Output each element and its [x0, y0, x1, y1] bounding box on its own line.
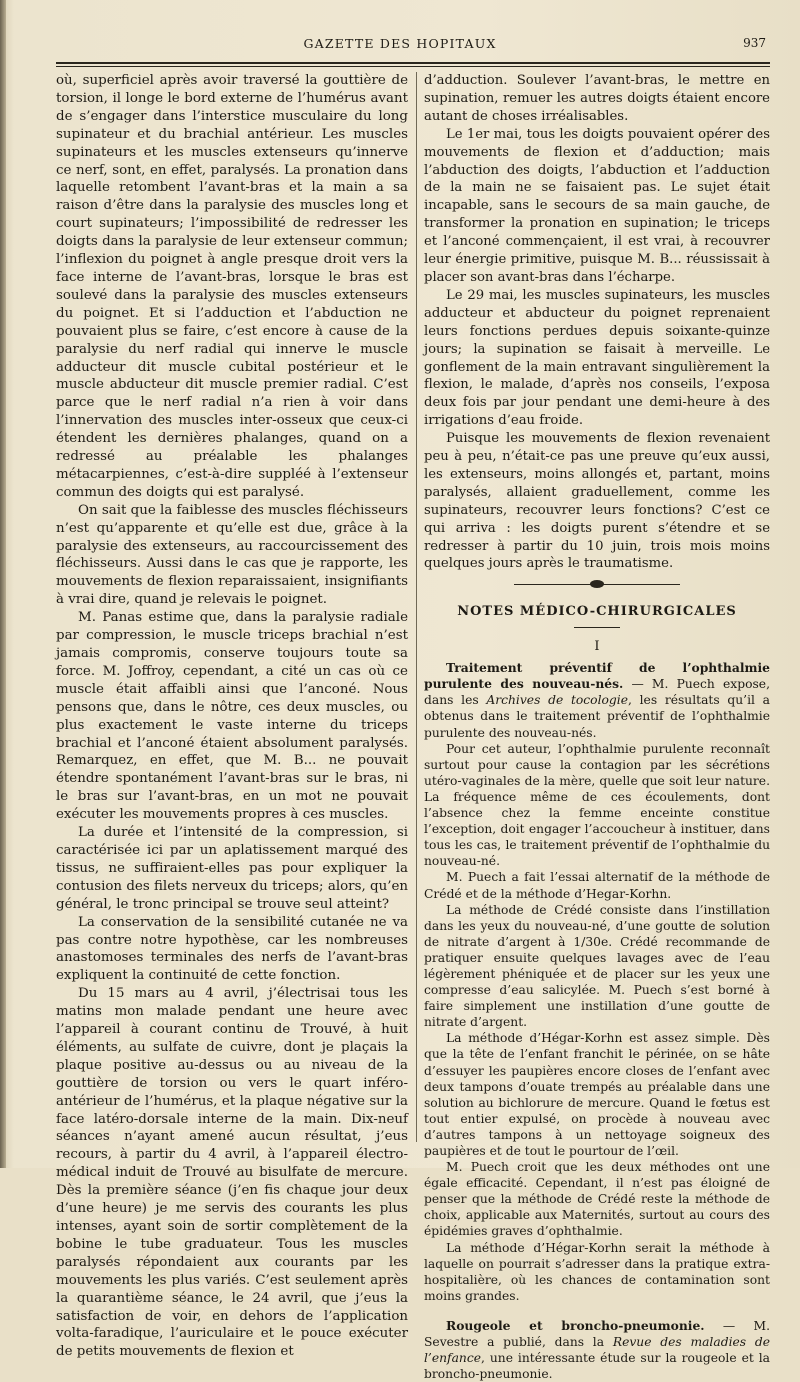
article-paragraph: Pour cet auteur, l’ophthalmie purulente reconnaît surtout pour cause la contagion par les sécrétions utéro-vaginales de la mère, quelle que soit leur nature. La fréquence même de ces écoulements, dont l’absence chez la femme enceinte constitue l’exception, doit engager l’accoucheur à instituer, dans tous les cas, le traitement préventif de l’ophthalmie du nouveau-né. [424, 741, 770, 869]
left-paragraph: où, superficiel après avoir traversé la gouttière de torsion, il longe le bord externe de l’humérus avant de s’engager dans l’interstice musculaire du long supinateur et du brachial antérieur. Les muscles supinateurs et les muscles extenseurs qu’innerve ce nerf, sont, en effet, paralysés. La pronation dans laquelle retombent l’avant-bras et la main a sa raison d’être dans la paralysie des muscles long et court supinateurs; l’impossibilité de redresser les doigts dans la paralysie de leur extenseur commun; l’inflexion du poignet à angle presque droit vers la face interne de l’avant-bras, lorsque le bras est soulevé dans la paralysie des muscles extenseurs du poignet. Et si l’adduction et l’abduction ne pouvaient plus se faire, c’est encore à cause de la paralysie du nerf radial qui innerve le muscle adducteur dit muscle cubital postérieur et le muscle abducteur dit muscle premier radial. C’est parce que le nerf radial n’a rien à voir dans l’innervation des muscles inter-osseux que ceux-ci étendent les dernières phalanges, quand on a redressé au préalable les phalanges métacarpiennes, c’est-à-dire suppléé à l’extenseur commun des doigts qui est paralysé. [56, 73, 408, 500]
article-paragraph: La méthode de Crédé consiste dans l’instillation dans les yeux du nouveau-né, d’une goutte de solution de nitrate d’argent à 1/30e. Crédé recommande de pratiquer ensuite quelques lavages avec de l’eau légèrement phéniquée et de placer sur les yeux une compresse d’eau salicylée. M. Puech s’est borné à faire simplement une instillation d’une goutte de nitrate d’argent. [424, 902, 770, 1030]
section-ornament [424, 579, 770, 589]
right-paragraph: d’adduction. Soulever l’avant-bras, le mettre en supination, remuer les autres doigts étaient encore autant de choses irréalisables. [424, 73, 770, 124]
left-paragraph: La durée et l’intensité de la compression, si caractérisée ici par un aplatissement marqué des tissus, ne suffiraient-elles pas pour expliquer la contusion des filets nerveux du triceps; alors, qu’en général, le tronc principal se trouve seul atteint? [56, 825, 408, 912]
article-title: Rougeole et broncho-pneumonie. [446, 1317, 705, 1333]
article-paragraph: M. Puech a fait l’essai alternatif de la méthode de Crédé et de la méthode d’Hegar-Korhn. [424, 870, 770, 901]
section-rule [574, 627, 620, 628]
article-lead-text: — M. Puech expose, dans les [424, 677, 770, 708]
ornament-dot [590, 580, 604, 588]
journal-name: Revue des maladies de l’enfance [424, 1335, 770, 1366]
right-paragraph: Puisque les mouvements de flexion revenaient peu à peu, n’était-ce pas une preuve qu’eux aussi, les extenseurs, moins allongés et, partant, moins paralysés, allaient graduellement, comme les supinateurs, recouvrer leurs fonctions? C’est ce qui arriva : les doigts purent s’étendre et se redresser à partir du 10 juin, trois mois moins quelques jours après le traumatisme. [424, 431, 770, 572]
column-divider [416, 72, 417, 1142]
right-column [424, 72, 770, 1382]
right-paragraph: Le 29 mai, les muscles supinateurs, les muscles adducteur et abducteur du poignet reprenaient leurs fonctions perdues depuis soixante-quinze jours; la supination se faisait à merveille. Le gonflement de la main entravant singulièrement la flexion, le malade, d’après nos conseils, l’exposa deux fois par jour pendant une demi-heure à des irrigations d’eau froide. [424, 287, 770, 429]
article-paragraph: La méthode d’Hégar-Korhn est assez simple. Dès que la tête de l’enfant franchit le périnée, on se hâte d’essuyer les paupières encore closes de l’enfant avec deux tampons d’ouate trempés au préalable dans une solution au bichlorure de mercure. Quand le fœtus est tout entier expulsé, on procède à nouveau avec d’autres tampons à un nettoyage soigneux des paupières et de tout le pourtour de l’œil. [424, 1031, 770, 1158]
left-paragraph: Du 15 mars au 4 avril, j’électrisai tous les matins mon malade pendant une heure avec l’appareil à courant continu de Trouvé, à huit éléments, au sulfate de cuivre, dont je plaçais la plaque positive au-dessus ou au niveau de la gouttière de torsion ou vers le quart inféro-antérieur de l’humérus, et la plaque négative sur la face latéro-dorsale interne de la main. Dix-neuf séances n’ayant amené aucun résultat, j’eus recours, à partir du 4 avril, à l’appareil électro-médical induit de Trouvé au bisulfate de mercure. Dès la première séance (j’en fis chaque jour deux d’une heure) je me servis des courants les plus intenses, ayant soin de sortir complètement de la bobine le tube graduateur. Tous les muscles paralysés répondaient aux courants par les mouvements les plus variés. C’est seulement après la quarantième séance, le 24 avril, que j’eus la satisfaction de voir, en dehors de l’application volta-faradique, l’auriculaire et le pouce exécuter de petits mouvements de flexion et [56, 986, 408, 1360]
left-paragraph: On sait que la faiblesse des muscles fléchisseurs n’est qu’apparente et qu’elle est due, grâce à la paralysie des extenseurs, au raccourcissement des fléchisseurs. Aussi dans le cas que je rapporte, les mouvements de flexion reparaissaient, insignifiants à vrai dire, quand je relevais le poignet. [56, 502, 408, 608]
section-title: NOTES MÉDICO-CHIRURGICALES [457, 604, 737, 620]
left-paragraph: La conservation de la sensibilité cutanée ne va pas contre notre hypothèse, car les nombreuses anastomoses terminales des nerfs de l’avant-bras expliquent la continuité de cette fonction. [56, 914, 408, 984]
header-rule [56, 62, 770, 67]
right-paragraph: Le 1er mai, tous les doigts pouvaient opérer des mouvements de flexion et d’adduction; mais l’abduction des doigts, l’abduction et l’adduction de la main ne se faisaient pas. Le sujet était incapable, sans le secours de sa main gauche, de transformer la pronation en supination; le triceps et l’anconé commençaient, il est vrai, à recouvrer leur énergie primitive, puisque M. B... réussissait à placer son avant-bras dans l’écharpe. [424, 126, 770, 285]
article-paragraph: M. Puech croit que les deux méthodes ont une égale efficacité. Cependant, il n’est pas éloigné de penser que la méthode de Crédé reste la méthode de choix, applicable aux Maternités, surtout au cours des épidémies graves d’ophthalmie. [424, 1160, 770, 1239]
article-lead-paragraph [424, 660, 770, 740]
article-lead-rest: , les résultats qu’il a obtenus dans le traitement préventif de l’ophthalmie purulente des nouveau-nés. [424, 693, 770, 740]
page-header [0, 36, 800, 58]
article-paragraph: La méthode d’Hégar-Korhn serait la méthode à laquelle on pourrait s’adresser dans la pratique extra-hospitalière, où les chances de contamination sont moins grandes. [424, 1240, 770, 1303]
article-lead-paragraph [424, 1318, 770, 1382]
article-title: Traitement préventif de l’ophthalmie purulente des nouveau-nés. [424, 660, 770, 692]
section-number: I [594, 639, 600, 655]
article-lead-text: — M. Sevestre a publié, dans la [424, 1318, 770, 1350]
journal-name: Archives de tocologie [486, 693, 628, 708]
left-paragraph: M. Panas estime que, dans la paralysie radiale par compression, le muscle triceps brachial n’est jamais compromis, conserve toujours toute sa force. M. Joffroy, cependant, a cité un cas où ce muscle était affaibli ainsi que l’anconé. Nous pensons que, dans le nôtre, ces deux muscles, ou plus exactement le vaste interne du triceps brachial et l’anconé étaient absolument paralysés. Remarquez, en effet, que M. B... ne pouvait étendre spontanément l’avant-bras sur le bras, ni le bras sur l’avant-bras, en un mot ne pouvait exécuter les mouvements propres à ces muscles. [56, 610, 408, 823]
page-binding-edge [0, 0, 6, 1168]
running-title: GAZETTE DES HOPITAUX [303, 36, 497, 51]
article-lead-rest: , une intéressante étude sur la rougeole et la broncho-pneumonie. [424, 1351, 770, 1382]
page-number: 937 [743, 36, 766, 50]
